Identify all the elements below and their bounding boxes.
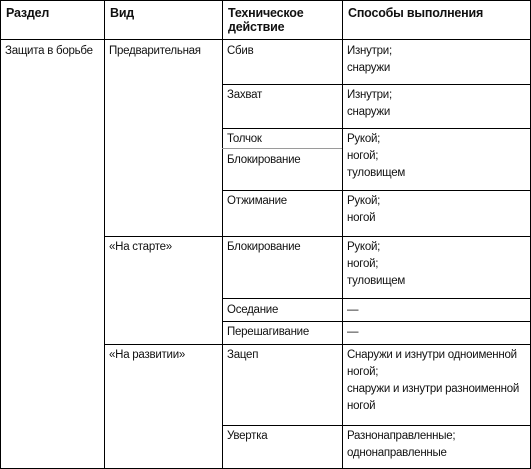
- header-separator: [0, 39, 531, 40]
- cell-method-zatsep: Снаружи и изнутри одноименной ногой; снаружи и изнутри разноименной ногой: [347, 349, 520, 412]
- table-top-border: [0, 0, 531, 1]
- cell-action-sbiv: Сбив: [227, 45, 254, 57]
- cell-action-uvertka: Увертка: [227, 430, 268, 442]
- cell-action-blok-2: Блокирование: [227, 241, 301, 253]
- cell-vid-preliminary: Предварительная: [109, 45, 201, 57]
- row-separator-1: [222, 84, 531, 85]
- row-separator-3: [222, 190, 531, 191]
- header-razdel: Раздел: [6, 6, 50, 20]
- column-divider-2: [222, 0, 223, 469]
- cell-action-osedanie: Оседание: [227, 304, 279, 316]
- cell-action-blok-1: Блокирование: [227, 154, 301, 166]
- row-separator-6: [222, 425, 531, 426]
- cell-method-osedanie: —: [347, 304, 359, 316]
- cell-method-uvertka: Разнонаправленные; однонаправленные: [347, 430, 456, 459]
- table-left-border: [0, 0, 1, 469]
- cell-method-pereshag: —: [347, 326, 359, 338]
- cell-method-tolchok-blok: Рукой; ногой; туловищем: [347, 133, 406, 179]
- cell-method-zahvat: Изнутри; снаружи: [347, 89, 392, 118]
- cell-action-pereshag: Перешагивание: [227, 326, 309, 338]
- tolchok-blok-separator: [222, 148, 342, 149]
- group-separator-development: [104, 344, 531, 345]
- cell-action-tolchok: Толчок: [227, 133, 262, 145]
- cell-method-sbiv: Изнутри; снаружи: [347, 45, 392, 74]
- cell-razdel: Защита в борьбе: [5, 45, 93, 57]
- cell-action-zahvat: Захват: [227, 89, 262, 101]
- column-divider-3: [342, 0, 343, 469]
- cell-vid-development: «На развитии»: [109, 349, 186, 361]
- cell-action-zatsep: Зацеп: [227, 349, 259, 361]
- group-separator-start: [104, 236, 531, 237]
- row-separator-4: [222, 298, 531, 299]
- cell-action-otzhim: Отжимание: [227, 195, 287, 207]
- header-tech-action: Техническое действие: [228, 6, 304, 34]
- row-separator-2: [222, 128, 531, 129]
- column-divider-1: [104, 0, 105, 469]
- header-vid: Вид: [110, 6, 135, 20]
- header-methods: Способы выполнения: [348, 6, 484, 20]
- cell-vid-start: «На старте»: [109, 241, 172, 253]
- cell-method-blok-2: Рукой; ногой; туловищем: [347, 241, 406, 287]
- row-separator-5: [222, 321, 531, 322]
- cell-method-otzhim: Рукой; ногой: [347, 195, 381, 224]
